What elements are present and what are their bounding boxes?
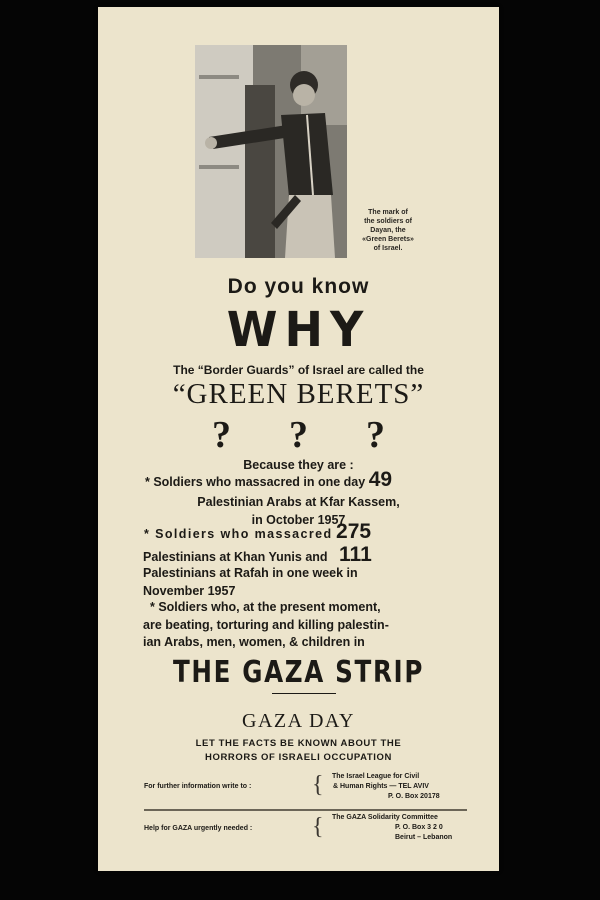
title-underline <box>272 693 336 694</box>
gaza-day-title: GAZA DAY <box>242 710 355 732</box>
point-3-line-2: are beating, torturing and killing palestin- <box>143 618 389 632</box>
facts-text: LET THE FACTS BE KNOWN ABOUT THE HORRORS OF ISRAELI OCCUPATION <box>195 738 402 763</box>
number-49: 49 <box>368 468 393 491</box>
gaza-strip-title: THE GAZA STRIP <box>173 655 424 690</box>
contact-2-address: The GAZA Solidarity Committee P. O. Box 3 2 0 Beirut – Lebanon <box>332 814 453 841</box>
poster <box>98 7 499 871</box>
point-1-line-3: in October 1957 <box>251 513 346 527</box>
question-mark: ? <box>366 414 385 456</box>
question-marks <box>98 413 499 457</box>
question-mark: ? <box>212 414 231 456</box>
soldier-photo <box>195 45 347 258</box>
brace-1: { <box>312 772 324 798</box>
contact-1-label: For further information write to : <box>144 783 252 790</box>
point-1-line-1 <box>145 468 392 492</box>
number-275: 275 <box>336 520 372 543</box>
point-3-line-3: ian Arabs, men, women, & children in <box>143 635 365 649</box>
point-2-line-1 <box>144 520 371 544</box>
green-berets-title: “GREEN BERETS” <box>172 378 425 410</box>
divider <box>144 809 467 811</box>
photo-caption: The mark of the soldiers of Dayan, the «Green Berets» of Israel. <box>362 209 414 252</box>
point-text: * Soldiers who massacred in one day <box>145 475 366 489</box>
because-line: Because they are : <box>243 458 354 472</box>
point-2-line-3: Palestinians at Rafah in one week in <box>143 566 358 580</box>
contact-2-label: Help for GAZA urgently needed : <box>144 825 253 832</box>
brace-2: { <box>312 814 324 840</box>
point-text: * Soldiers who massacred <box>144 527 333 541</box>
point-2-line-4: November 1957 <box>143 584 236 598</box>
headline-subtitle: The “Border Guards” of Israel are called the <box>173 363 424 377</box>
number-111: 111 <box>339 543 372 566</box>
point-1-line-2: Palestinian Arabs at Kfar Kassem, <box>197 495 400 509</box>
headline-question: Do you know <box>227 275 370 298</box>
headline-why: WHY <box>226 300 371 358</box>
question-mark: ? <box>289 414 308 456</box>
point-text: Palestinians at Khan Yunis and <box>143 550 328 564</box>
point-2-line-2 <box>143 543 372 567</box>
contact-1-address: The Israel League for Civil & Human Rights — TEL AVIV P. O. Box 20178 <box>332 773 440 800</box>
point-3-line-1: * Soldiers who, at the present moment, <box>150 600 381 614</box>
